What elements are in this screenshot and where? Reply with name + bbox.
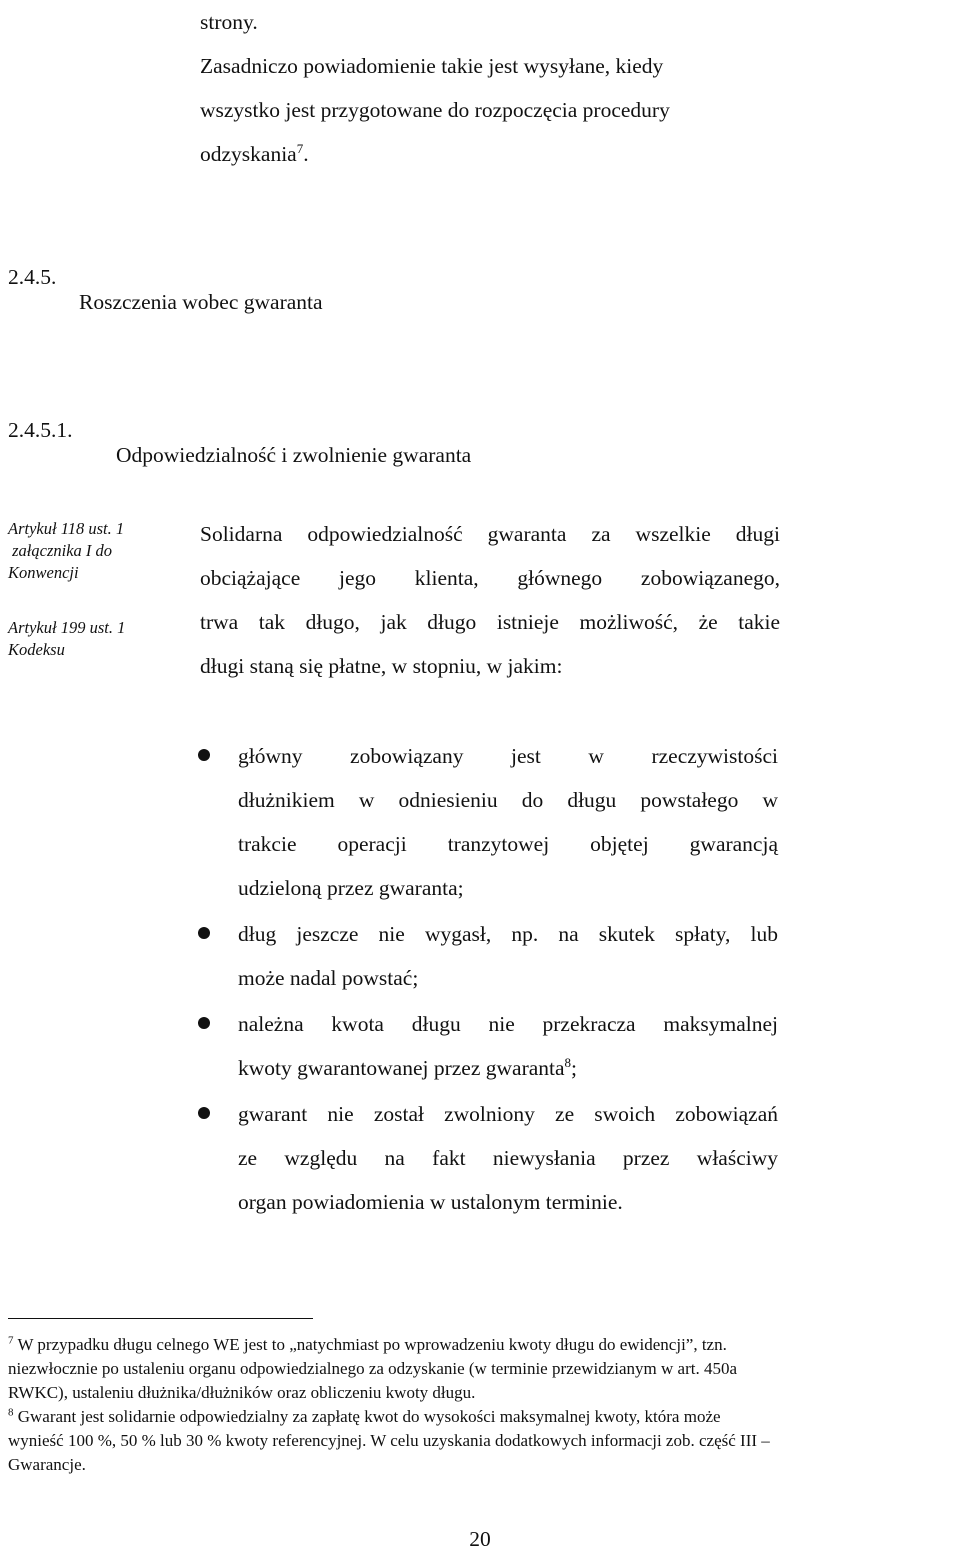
intro-line-tail: . [303,142,309,166]
main-line: obciążające jego klienta, głównego zobowiązanego, [200,566,780,590]
intro-line: strony. [200,10,258,34]
intro-line: wszystko jest przygotowane do rozpoczęcia procedury [200,98,670,122]
list-item [198,1002,778,1090]
main-line: trwa tak długo, jak długo istnieje możliwość, że takie [200,610,780,634]
margin-note-line: Artykuł 199 ust. 1 [8,618,126,637]
list-line: dłużnikiem w odniesieniu do długu powstałego w [238,788,778,812]
list-line: główny zobowiązany jest w rzeczywistości [238,744,778,768]
footnote-marker: 7 [8,1334,14,1347]
margin-note-convention [8,518,183,584]
footnote-line: wynieść 100 %, 50 % lub 30 % kwoty referencyjnej. W celu uzyskania dodatkowych informacji zob. część III – [8,1431,770,1450]
footnote-line: RWKC), ustaleniu dłużnika/dłużników oraz obliczeniu kwoty długu. [8,1383,476,1402]
list-line: dług jeszcze nie wygasł, np. na skutek spłaty, lub [238,922,778,946]
page-number: 20 [469,1527,491,1551]
list-line: gwarant nie został zwolniony ze swoich zobowiązań [238,1102,778,1126]
section-title: Roszczenia wobec gwaranta [79,290,323,314]
list-line-tail: ; [571,1056,578,1080]
main-line: długi staną się płatne, w stopniu, w jakim: [200,654,563,678]
footnote-text: W przypadku długu celnego WE jest to „natychmiast po wprowadzeniu kwoty długu do ewidencji”, tzn. [13,1335,727,1354]
list-line: trakcie operacji tranzytowej objętej gwarancją [238,832,778,856]
footnote-line: Gwarancje. [8,1455,86,1474]
footnote-line: niezwłocznie po ustaleniu organu odpowiedzialnego za odzyskanie (w terminie przewidzianym w art. 450a [8,1359,738,1378]
section-number: 2.4.5.1. [8,418,73,442]
footnote-text: Gwarant jest solidarnie odpowiedzialny za zapłatę kwot do wysokości maksymalnej kwoty, która może [13,1407,721,1426]
bullet-icon [198,927,210,939]
list-line: udzieloną przez gwaranta; [238,876,464,900]
footnote-ref-8[interactable]: 8 [564,1054,572,1070]
bullet-icon [198,1107,210,1119]
margin-note-line: Artykuł 118 ust. 1 [8,519,125,538]
conditions-list [198,734,778,1226]
margin-note-line: Konwencji [8,563,79,582]
margin-note-code [8,617,183,661]
list-item [198,1092,778,1224]
section-title: Odpowiedzialność i zwolnienie gwaranta [116,443,472,467]
footnotes [8,1333,948,1477]
footnote-line [8,1405,948,1429]
list-line: należna kwota długu nie przekracza maksymalnej [238,1012,778,1036]
footnote-line [8,1333,948,1357]
intro-line: Zasadniczo powiadomienie takie jest wysyłane, kiedy [200,54,664,78]
footnote-ref-7[interactable]: 7 [296,140,304,156]
section-number: 2.4.5. [8,265,57,289]
footnote-marker: 8 [8,1406,14,1419]
intro-line-text: odzyskania [200,142,297,166]
main-line: Solidarna odpowiedzialność gwaranta za wszelkie długi [200,522,780,546]
footnote-divider [8,1318,313,1319]
margin-note-line: Kodeksu [8,640,65,659]
list-line-text: kwoty gwarantowanej przez gwaranta [238,1056,565,1080]
list-item [198,734,778,910]
list-item [198,912,778,1000]
main-paragraph [200,512,780,688]
section-heading-2-4-5-1 [0,393,472,468]
list-line: może nadal powstać; [238,966,419,990]
list-line: organ powiadomienia w ustalonym terminie. [238,1190,623,1214]
list-line [238,1046,778,1090]
intro-line [200,132,780,176]
bullet-icon [198,749,210,761]
margin-note-line: załącznika I do [8,541,113,560]
footnote-7 [8,1333,948,1405]
bullet-icon [198,1017,210,1029]
section-heading-2-4-5 [0,240,323,315]
intro-paragraph [200,0,780,176]
list-line: ze względu na fakt niewysłania przez właściwy [238,1146,778,1170]
footnote-8 [8,1405,948,1477]
